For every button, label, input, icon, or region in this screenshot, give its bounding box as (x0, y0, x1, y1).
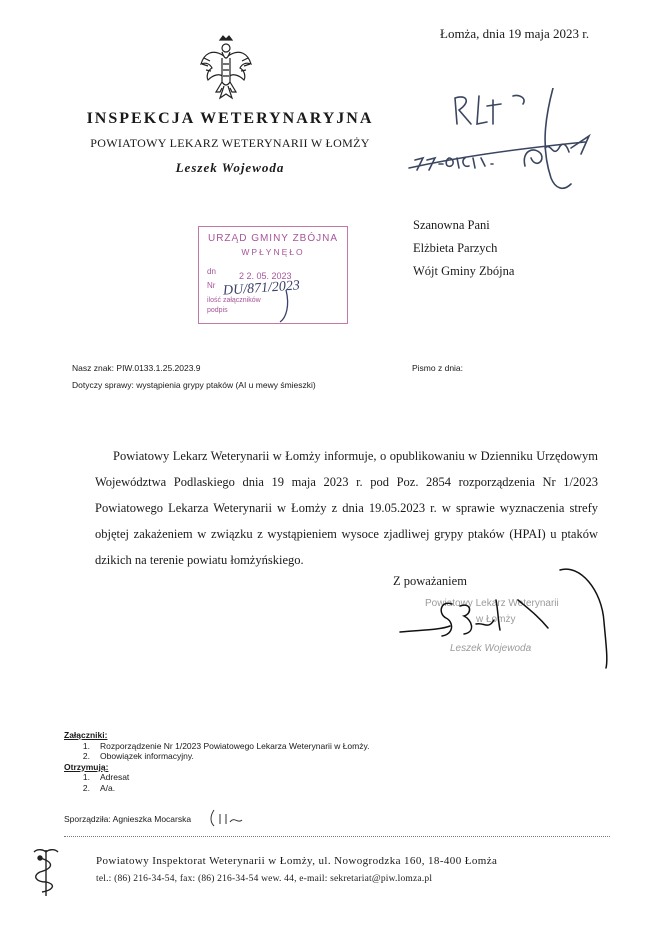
prepared-by: Sporządziła: Agnieszka Mocarska (64, 814, 192, 824)
recipient-salutation: Szanowna Pani (413, 218, 490, 232)
stamp-number: DU/871/2023 (222, 278, 301, 299)
stamp-signature-label: podpis (207, 307, 228, 314)
recipients-heading: Otrzymują: (64, 761, 109, 772)
list-item: 1. Adresat (82, 772, 130, 782)
recipient-name: Elżbieta Parzych (413, 241, 498, 255)
stamp-signature-scribble (198, 228, 348, 324)
faded-stamp-city: w Łomży (476, 614, 516, 625)
stamp-nr-label: Nr (207, 281, 216, 290)
faded-stamp-name: Leszek Wojewoda (450, 643, 532, 654)
attachments-heading: Załączniki: (64, 730, 108, 740)
polish-eagle-emblem-icon (198, 34, 254, 102)
stamp-date: 2 2. 05. 2023 (239, 271, 292, 281)
official-signature (380, 560, 620, 670)
footer-divider (64, 836, 610, 837)
list-item: 2. Obowiązek informacyjny. (82, 751, 194, 761)
office-title: POWIATOWY LEKARZ WETERYNARII W ŁOMŻY (90, 136, 370, 150)
stamp-received-label: WPŁYNĘŁO (241, 247, 305, 257)
preparer-initials (208, 806, 268, 828)
closing-phrase: Z poważaniem (393, 574, 467, 588)
stamp-dn-label: dn (207, 267, 216, 276)
reference-number: Nasz znak: PIW.0133.1.25.2023.9 (72, 363, 201, 373)
handwritten-annotation-signature (395, 88, 595, 198)
veterinary-caduceus-icon (28, 846, 64, 898)
institution-title: INSPEKCJA WETERYNARYJNA (86, 110, 374, 127)
stamp-office: URZĄD GMINY ZBÓJNA (207, 233, 339, 244)
recipient-title: Wójt Gminy Zbójna (413, 264, 515, 278)
letter-date-label: Pismo z dnia: (412, 363, 464, 373)
list-item: 2. A/a. (82, 782, 116, 793)
letter-body: Powiatowy Lekarz Weterynarii w Łomży informuje, o opublikowaniu w Dzienniku Urzędowym Województwa Podlaskiego dnia 19 maja 2023 r. pod Poz. 2854 rozporządzenia Nr 1/2023 Powiatowego Lekarza Weterynarii w Łomży z dnia 19.05.2023 r. w sprawie wyznaczenia strefy objętej zakażeniem w związku z wystąpieniem wysoce zjadliwej grypy ptaków (HPAI) u ptaków dzikich na terenie powiatu łomżyńskiego. (95, 449, 598, 567)
faded-stamp-title: Powiatowy Lekarz Weterynarii (425, 598, 559, 609)
footer-contact: tel.: (86) 216-34-54, fax: (86) 216-34-54 wew. 44, e-mail: sekretariat@piw.lomza.pl (96, 874, 433, 884)
document-date: Łomża, dnia 19 maja 2023 r. (440, 26, 590, 41)
stamp-attachments-label: ilość załączników (207, 297, 261, 304)
footer-address: Powiatowy Inspektorat Weterynarii w Łomży, ul. Nowogrodzka 160, 18-400 Łomża (96, 855, 498, 867)
list-item: 1. Rozporządzenie Nr 1/2023 Powiatowego Lekarza Weterynarii w Łomży. (82, 740, 370, 751)
attachments-and-recipients (64, 730, 369, 793)
officer-name: Leszek Wojewoda (175, 160, 285, 175)
recipient-block (413, 214, 514, 283)
case-subject: Dotyczy sprawy: wystąpienia grypy ptaków (AI u mewy śmieszki) (72, 380, 316, 390)
